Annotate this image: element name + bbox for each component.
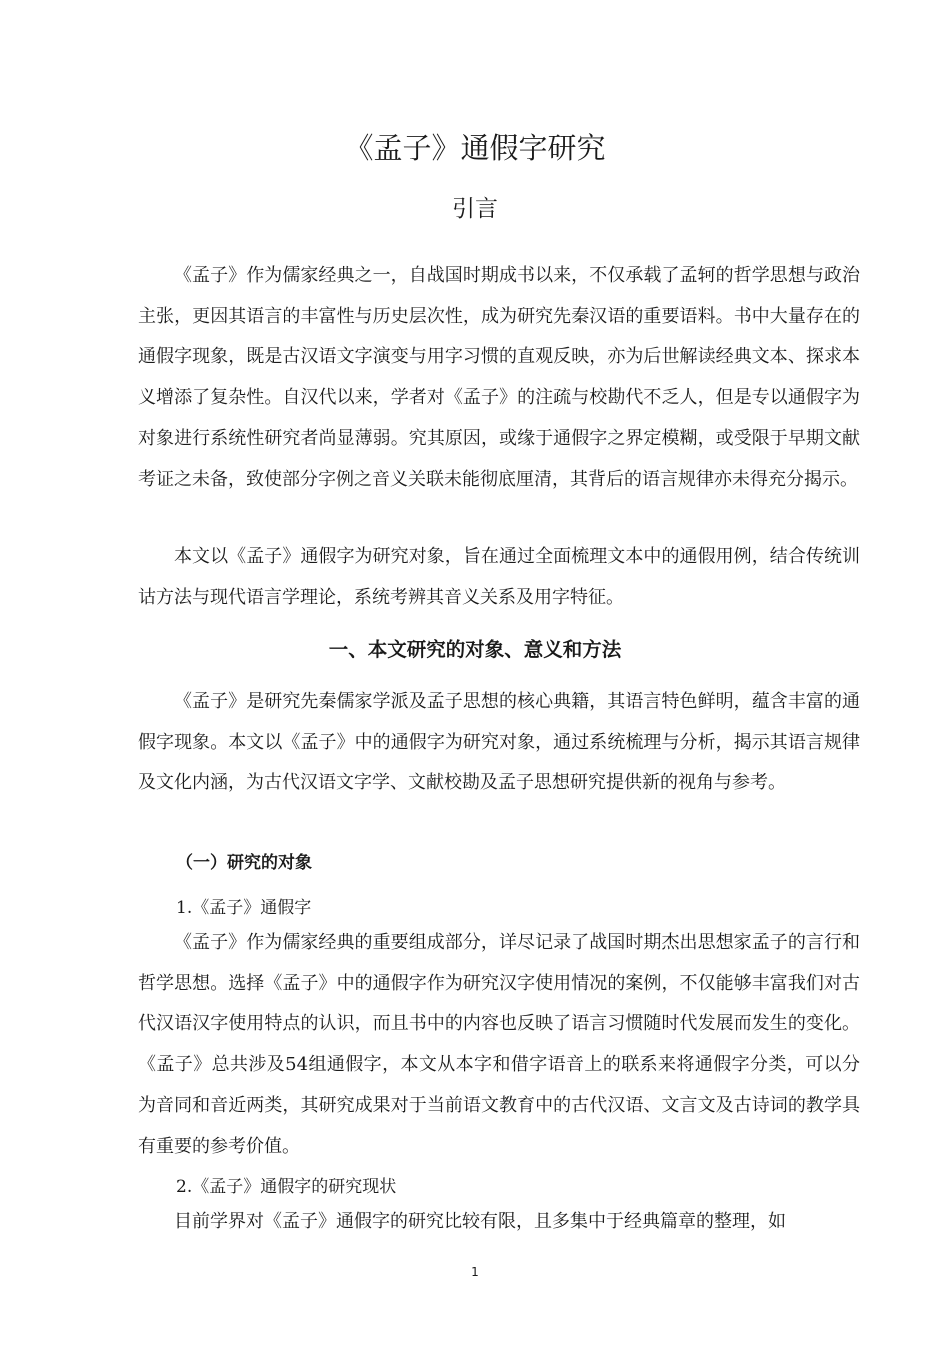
document-title: 《孟子》通假字研究 bbox=[344, 131, 606, 165]
subsection-1-heading: （一）研究的对象 bbox=[176, 853, 312, 873]
intro-paragraph-1: 《孟子》作为儒家经典之一，自战国时期成书以来，不仅承载了孟轲的哲学思想与政治主张，更因其语言的丰富性与历史层次性，成为研究先秦汉语的重要语料。书中大量存在的通假字现象，既是古汉语文字演变与用字习惯的直观反映，亦为后世解读经典文本、探求本义增添了复杂性。自汉代以来，学者对《孟子》的注疏与校勘代不乏人，但是专以通假字为对象进行系统性研究者尚显薄弱。究其原因，或缘于通假字之界定模糊，或受限于早期文献考证之未备，致使部分字例之音义关联未能彻底厘清，其背后的语言规律亦未得充分揭示。 bbox=[138, 265, 860, 490]
item-1-paragraph: 《孟子》作为儒家经典的重要组成部分，详尽记录了战国时期杰出思想家孟子的言行和哲学思想。选择《孟子》中的通假字作为研究汉字使用情况的案例，不仅能够丰富我们对古代汉语汉字使用特点的认识，而且书中的内容也反映了语言习惯随时代发展而发生的变化。《孟子》总共涉及54组通假字，本文从本字和借字语音上的联系来将通假字分类，可以分为音同和音近两类，其研究成果对于当前语文教育中的古代汉语、文言文及古诗词的教学具有重要的参考价值。 bbox=[138, 932, 860, 1157]
page-number: 1 bbox=[471, 1265, 479, 1279]
intro-heading: 引言 bbox=[452, 196, 498, 222]
intro-paragraph-2: 本文以《孟子》通假字为研究对象，旨在通过全面梳理文本中的通假用例，结合传统训诂方法与现代语言学理论，系统考辨其音义关系及用字特征。 bbox=[138, 546, 860, 608]
item-2-paragraph: 目前学界对《孟子》通假字的研究比较有限，且多集中于经典篇章的整理，如 bbox=[174, 1211, 786, 1232]
section-1-heading: 一、本文研究的对象、意义和方法 bbox=[328, 638, 622, 661]
section-1-paragraph: 《孟子》是研究先秦儒家学派及孟子思想的核心典籍，其语言特色鲜明，蕴含丰富的通假字现象。本文以《孟子》中的通假字为研究对象，通过系统梳理与分析，揭示其语言规律及文化内涵，为古代汉语文字学、文献校勘及孟子思想研究提供新的视角与参考。 bbox=[138, 691, 860, 794]
item-2-heading: 2.《孟子》通假字的研究现状 bbox=[176, 1177, 397, 1197]
item-1-heading: 1.《孟子》通假字 bbox=[176, 898, 312, 918]
